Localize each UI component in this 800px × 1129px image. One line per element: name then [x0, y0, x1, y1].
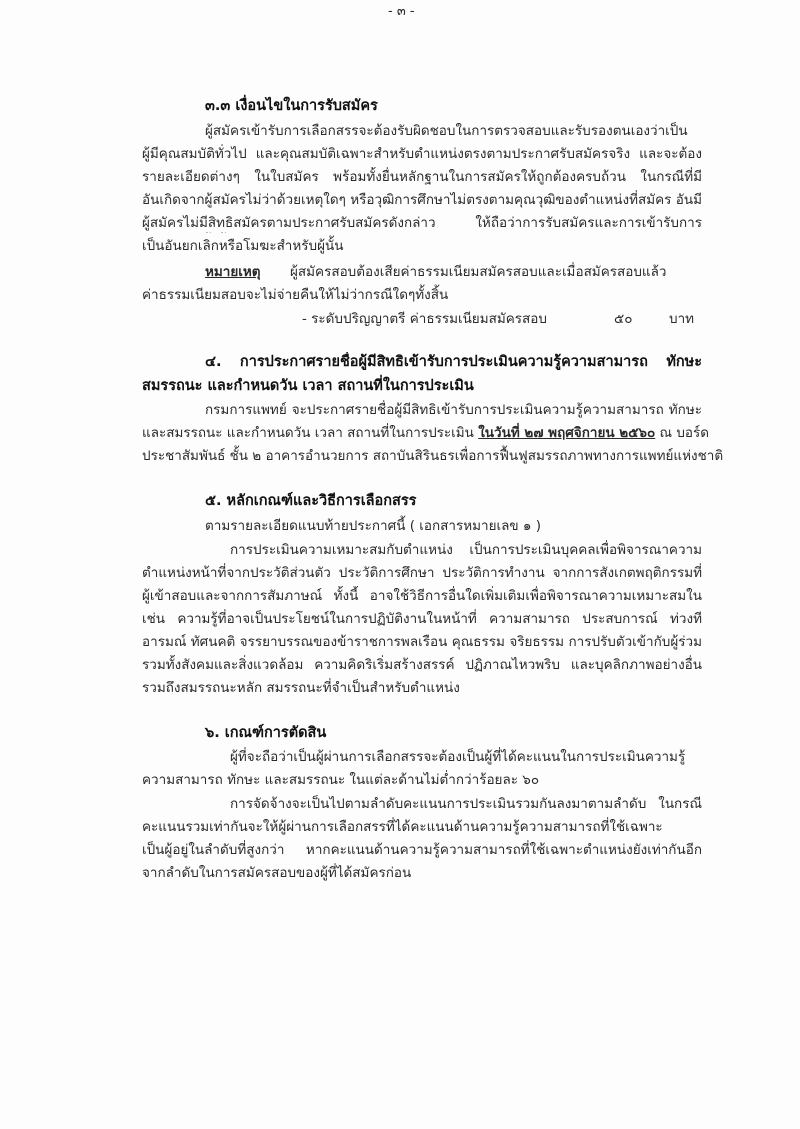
fee-item: - ระดับปริญญาตรี ค่าธรรมเนียมสมัครสอบ: [302, 311, 547, 327]
section-4-heading: ๔. การประกาศรายชื่อผู้มีสิทธิเข้ารับการประเมินความรู้ความสามารถ ทักษะ: [205, 354, 702, 370]
paragraph-line: การจัดจ้างจะเป็นไปตามลำดับคะแนนการประเมินรวมกันลงมาตามลำดับ ในกรณี: [230, 796, 702, 812]
paragraph-line: อันเกิดจากผู้สมัครไม่ว่าด้วยเหตุใดๆ หรือวุฒิการศึกษาไม่ตรงตามคุณวุฒิของตำแหน่งที่สมัคร อันมี: [142, 192, 702, 208]
paragraph-line: [142, 423, 710, 443]
paragraph-line: รายละเอียดต่างๆ ในใบสมัคร พร้อมทั้งยื่นหลักฐานในการสมัครให้ถูกต้องครบถ้วน ในกรณีที่มี: [142, 169, 702, 185]
section-3-3-heading: ๓.๓ เงื่อนไขในการรับสมัคร: [205, 98, 378, 114]
paragraph-line: กรมการแพทย์ จะประกาศรายชื่อผู้มีสิทธิเข้ารับการประเมินความรู้ความสามารถ ทักษะ: [205, 402, 702, 418]
paragraph-line: ประชาสัมพันธ์ ชั้น ๒ อาคารอำนวยการ สถาบันสิรินธรเพื่อการฟื้นฟูสมรรถภาพทางการแพทย์แห่งชาติ: [142, 448, 724, 464]
fee-unit: บาท: [669, 311, 695, 327]
paragraph-line: อารมณ์ ทัศนคติ จรรยาบรรณของข้าราชการพลเรือน คุณธรรม จริยธรรม การปรับตัวเข้ากับผู้ร่วม: [142, 634, 702, 650]
paragraph-line: เช่น ความรู้ที่อาจเป็นประโยชน์ในการปฏิบัติงานในหน้าที่ ความสามารถ ประสบการณ์ ท่วงที: [142, 611, 702, 627]
paragraph-line: ผู้สมัครไม่มีสิทธิสมัครตามประกาศรับสมัครดังกล่าว ให้ถือว่าการรับสมัครและการเข้ารับการ: [142, 215, 702, 231]
text: ณ บอร์ด: [655, 425, 710, 441]
paragraph-line: คะแนนรวมเท่ากันจะให้ผู้ผ่านการเลือกสรรที่ได้คะแนนด้านความรู้ความสามารถที่ใช้เฉพาะ: [142, 819, 663, 835]
section-5-sub: ตามรายละเอียดแนบท้ายประกาศนี้ ( เอกสารหมายเลข ๑ ): [205, 518, 542, 534]
paragraph-line: การประเมินความเหมาะสมกับตำแหน่ง เป็นการประเมินบุคคลเพื่อพิจารณาความ: [230, 542, 702, 558]
note-text: ค่าธรรมเนียมสอบจะไม่จ่ายคืนให้ไม่ว่ากรณีใดๆทั้งสิ้น: [142, 287, 449, 303]
section-6-heading: ๖. เกณฑ์การตัดสิน: [205, 725, 327, 741]
page-number: - ๓ -: [388, 4, 415, 19]
note-text: ผู้สมัครสอบต้องเสียค่าธรรมเนียมสมัครสอบและเมื่อสมัครสอบแล้ว: [290, 264, 667, 280]
paragraph-line: รวมทั้งสังคมและสิ่งแวดล้อม ความคิดริเริ่มสร้างสรรค์ ปฏิภาณไหวพริบ และบุคลิกภาพอย่างอื่น: [142, 657, 702, 673]
paragraph-line: เป็นผู้อยู่ในลำดับที่สูงกว่า หากคะแนนด้านความรู้ความสามารถที่ใช้เฉพาะตำแหน่งยังเท่ากันอีก: [142, 842, 702, 858]
announcement-date: ในวันที่ ๒๗ พฤศจิกายน ๒๕๖๐: [478, 425, 656, 441]
section-4-heading-cont: สมรรถนะ และกำหนดวัน เวลา สถานที่ในการประเมิน: [142, 378, 474, 394]
fee-amount: ๕๐: [614, 311, 633, 327]
paragraph-line: ผู้เข้าสอบและจากการสัมภาษณ์ ทั้งนี้ อาจใช้วิธีการอื่นใดเพิ่มเติมเพื่อพิจารณาความเหมาะสมใน: [142, 588, 702, 604]
paragraph-line: ตำแหน่งหน้าที่จากประวัติส่วนตัว ประวัติการศึกษา ประวัติการทำงาน จากการสังเกตพฤติกรรมที่: [142, 565, 702, 581]
paragraph-line: ผู้ที่จะถือว่าเป็นผู้ผ่านการเลือกสรรจะต้องเป็นผู้ที่ได้คะแนนในการประเมินความรู้: [230, 749, 686, 765]
paragraph-line: ผู้มีคุณสมบัติทั่วไป และคุณสมบัติเฉพาะสำหรับตำแหน่งตรงตามประกาศรับสมัครจริง และจะต้อง: [142, 146, 702, 162]
text: และสมรรถนะ และกำหนดวัน เวลา สถานที่ในการประเมิน: [142, 425, 479, 441]
paragraph-line: จากลำดับในการสมัครสอบของผู้ที่ได้สมัครก่อน: [142, 865, 412, 881]
note-label: หมายเหตุ: [205, 264, 261, 280]
paragraph-line: เป็นอันยกเลิกหรือโมฆะสำหรับผู้นั้น: [142, 238, 344, 254]
paragraph-line: รวมถึงสมรรถนะหลัก สมรรถนะที่จำเป็นสำหรับตำแหน่ง: [142, 680, 460, 696]
paragraph-line: ความสามารถ ทักษะ และสมรรถนะ ในแต่ละด้านไม่ต่ำกว่าร้อยละ ๖๐: [142, 772, 540, 788]
paragraph-line: ผู้สมัครเข้ารับการเลือกสรรจะต้องรับผิดชอบในการตรวจสอบและรับรองตนเองว่าเป็น: [205, 123, 688, 139]
section-5-heading: ๕. หลักเกณฑ์และวิธีการเลือกสรร: [205, 493, 417, 509]
